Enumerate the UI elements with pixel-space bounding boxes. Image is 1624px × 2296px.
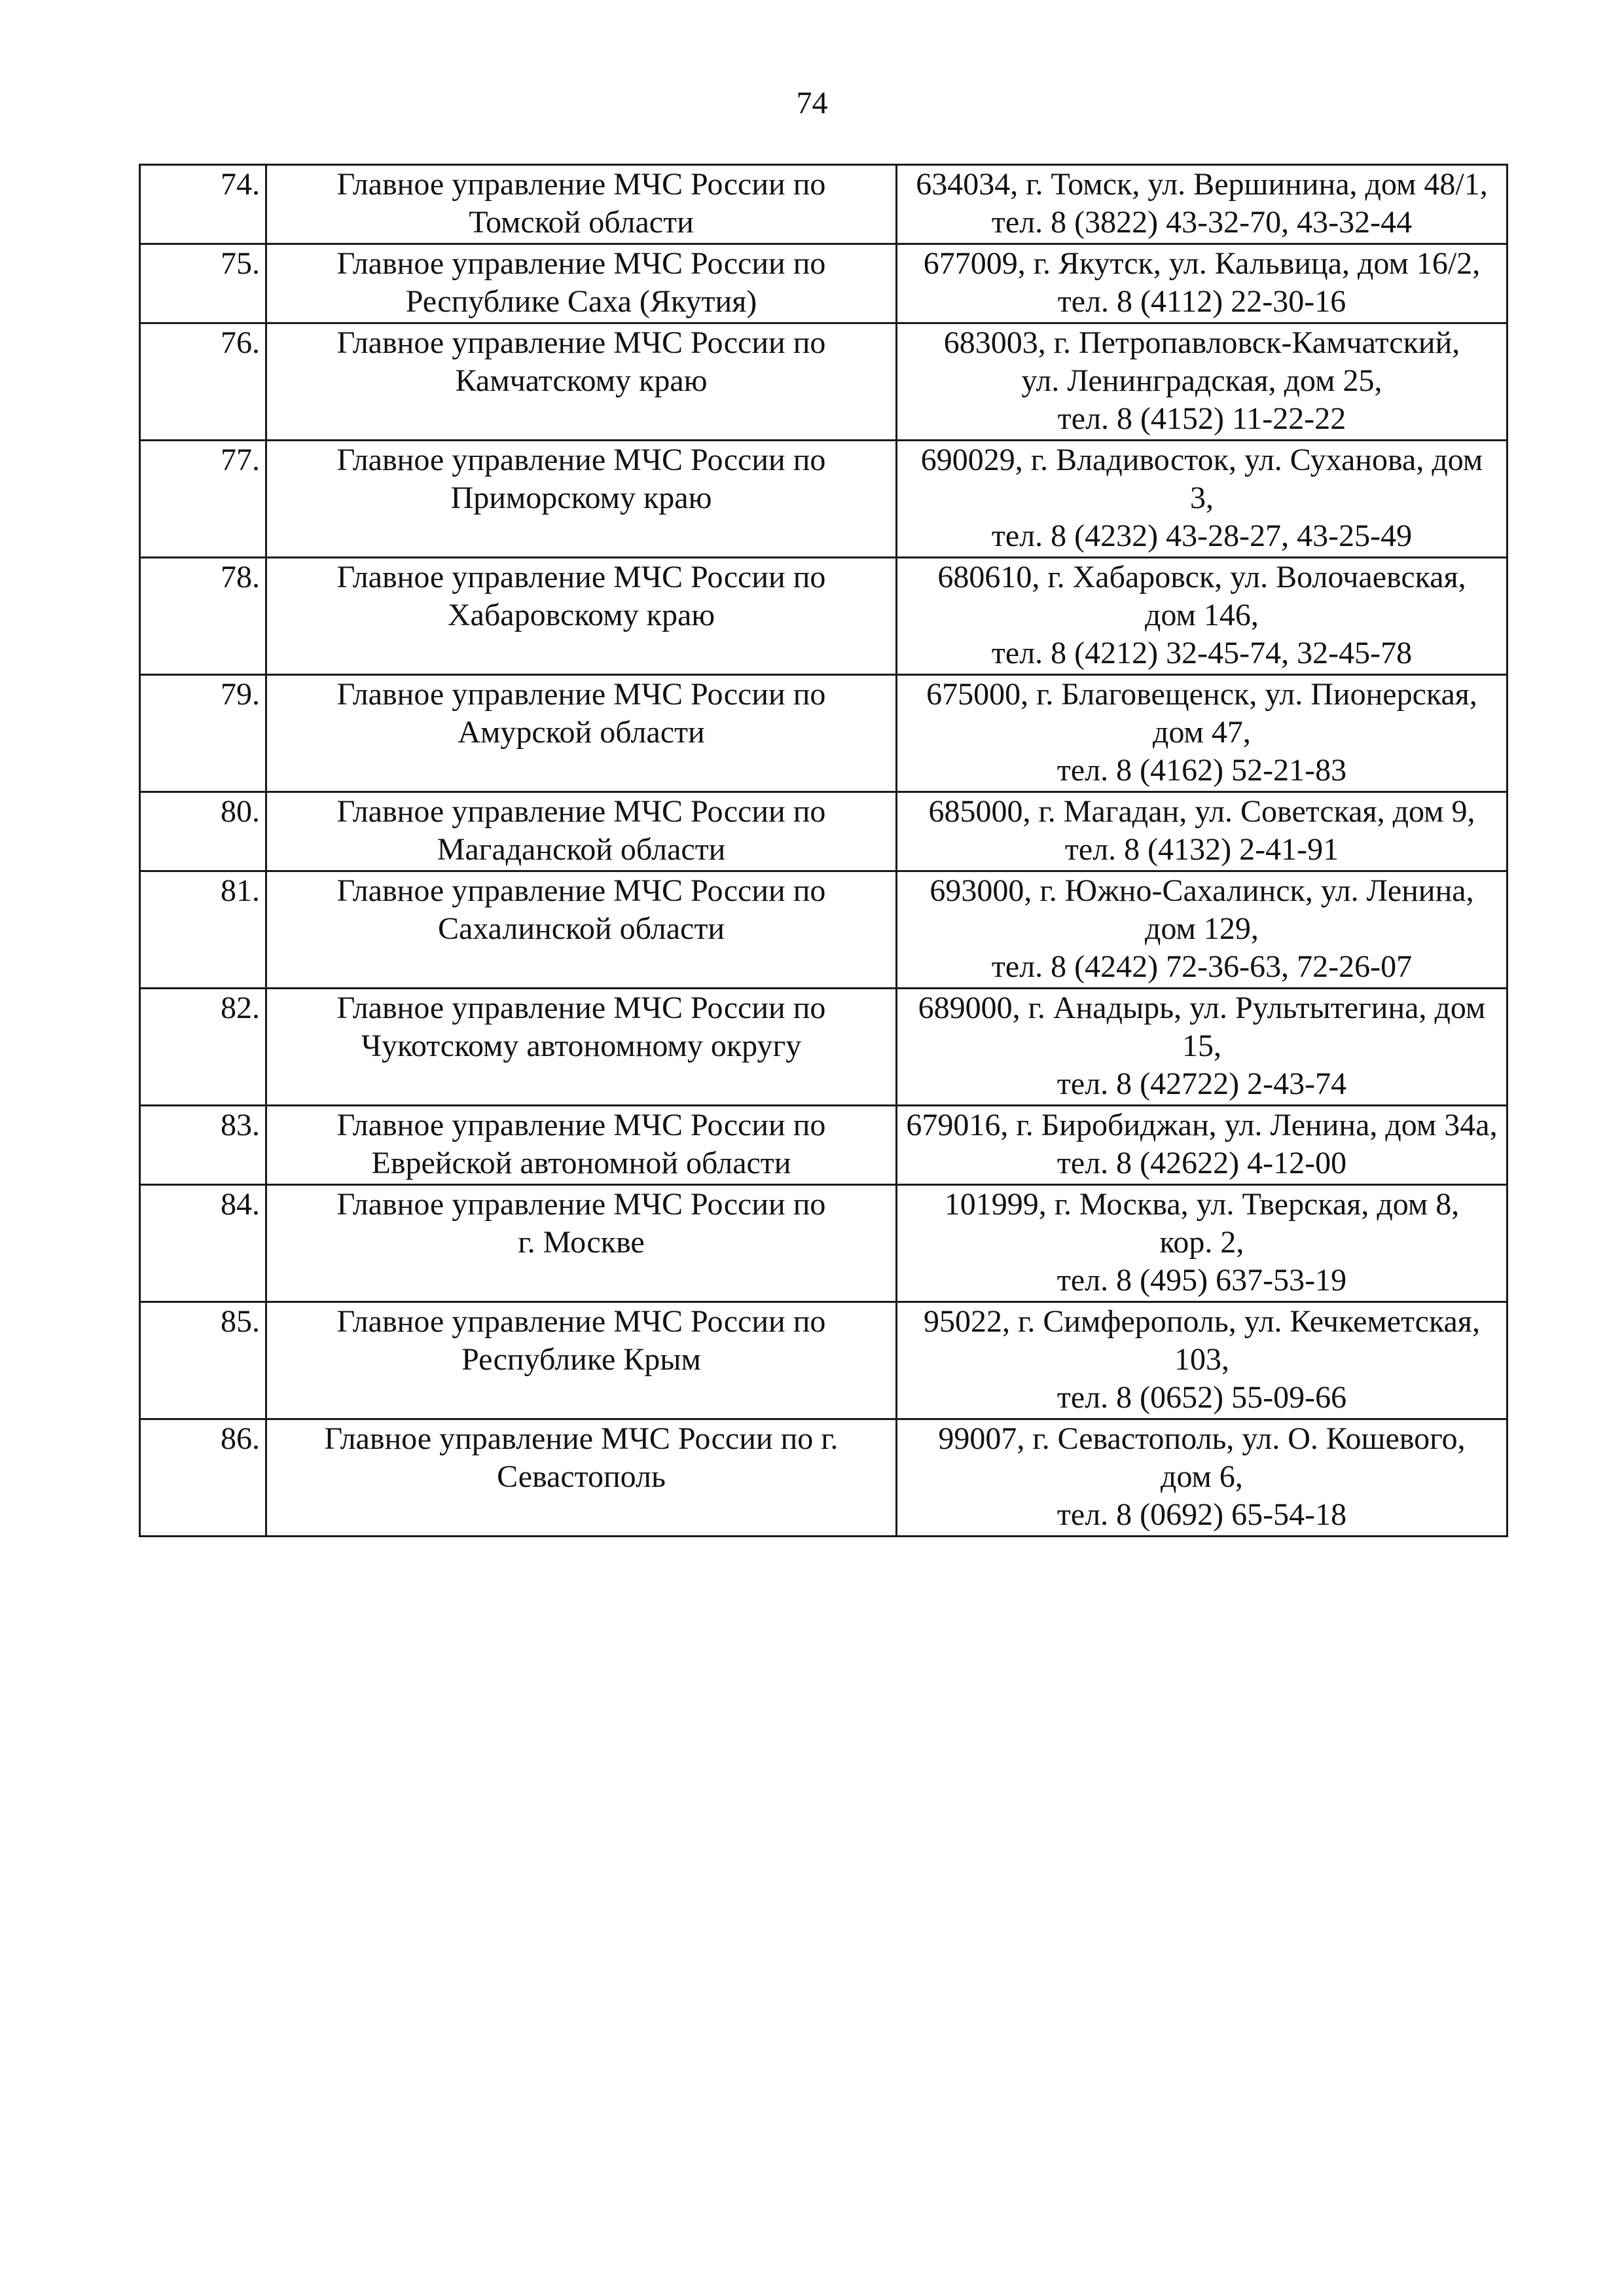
agency-name-line: Главное управление МЧС России по [336,325,826,360]
row-number-cell: 80. [140,792,266,871]
agency-name-line: Главное управление МЧС России по [336,167,826,202]
table-row [140,1106,1507,1185]
address-line: тел. 8 (4112) 22-30-16 [1057,284,1346,319]
agency-name-cell [266,1302,897,1419]
address-line: 103, [1174,1342,1229,1377]
address-line: дом 146, [1145,598,1259,632]
agency-name-line: Республике Крым [461,1342,701,1377]
address-line: 689000, г. Анадырь, ул. Рультытегина, дом [918,991,1486,1025]
address-cell [897,989,1507,1106]
table-row [140,1185,1507,1302]
agency-name-cell [266,989,897,1106]
agency-name-line: Главное управление МЧС России по [336,991,826,1025]
address-line: тел. 8 (495) 637-53-19 [1056,1263,1347,1298]
table-row [140,323,1507,441]
agency-name-cell [266,558,897,675]
row-number-cell: 81. [140,871,266,989]
agency-name-line: Республике Саха (Якутия) [405,284,757,319]
address-cell [897,1106,1507,1185]
row-number-cell: 79. [140,675,266,792]
table-row [140,244,1507,323]
address-line: 634034, г. Томск, ул. Вершинина, дом 48/1, [916,167,1488,202]
address-line: 675000, г. Благовещенск, ул. Пионерская, [926,677,1477,712]
address-line: тел. 8 (4232) 43-28-27, 43-25-49 [991,519,1413,553]
page-number: 74 [796,86,828,120]
address-line: тел. 8 (42722) 2-43-74 [1056,1066,1347,1101]
address-line: тел. 8 (4242) 72-36-63, 72-26-07 [991,949,1413,984]
agency-name-line: Приморскому краю [450,481,712,515]
address-cell [897,323,1507,441]
address-line: 95022, г. Симферополь, ул. Кечкеметская, [924,1304,1480,1339]
agency-name-cell [266,323,897,441]
agency-name-cell [266,1106,897,1185]
address-line: тел. 8 (4212) 32-45-74, 32-45-78 [991,636,1413,670]
address-line: 690029, г. Владивосток, ул. Суханова, дом [920,443,1483,477]
address-line: дом 6, [1161,1459,1243,1494]
address-line: 15, [1182,1029,1221,1063]
address-line: 99007, г. Севастополь, ул. О. Кошевого, [938,1421,1466,1456]
table-row [140,792,1507,871]
agency-name-line: Главное управление МЧС России по [336,1304,826,1339]
address-line: тел. 8 (4132) 2-41-91 [1064,832,1339,867]
address-line: тел. 8 (3822) 43-32-70, 43-32-44 [991,205,1413,240]
address-line: 680610, г. Хабаровск, ул. Волочаевская, [937,560,1466,594]
agency-name-line: Главное управление МЧС России по [336,443,826,477]
row-number-cell: 82. [140,989,266,1106]
registry-table-body [140,165,1507,1537]
table-row [140,989,1507,1106]
address-line: 685000, г. Магадан, ул. Советская, дом 9, [928,794,1475,829]
agency-name-cell [266,792,897,871]
agency-name-line: Еврейской автономной области [371,1146,791,1180]
address-line: тел. 8 (4152) 11-22-22 [1057,401,1346,436]
address-cell [897,1302,1507,1419]
address-line: тел. 8 (4162) 52-21-83 [1056,753,1347,788]
agency-name-line: Хабаровскому краю [447,598,715,632]
address-cell [897,244,1507,323]
address-line: тел. 8 (42622) 4-12-00 [1056,1146,1347,1180]
address-line: 3, [1190,481,1214,515]
agency-name-line: Магаданской области [437,832,726,867]
row-number-cell: 86. [140,1419,266,1537]
agency-name-line: Главное управление МЧС России по [336,873,826,908]
agency-name-cell [266,1419,897,1537]
address-cell [897,1419,1507,1537]
address-cell [897,675,1507,792]
row-number-cell: 84. [140,1185,266,1302]
table-row [140,675,1507,792]
agency-name-line: Чукотскому автономному округу [361,1029,802,1063]
table-row [140,165,1507,244]
row-number-cell: 83. [140,1106,266,1185]
address-line: 679016, г. Биробиджан, ул. Ленина, дом 34а, [906,1108,1498,1142]
agency-name-cell [266,244,897,323]
agency-name-line: Главное управление МЧС России по [336,794,826,829]
row-number-cell: 75. [140,244,266,323]
table-row [140,441,1507,558]
address-cell [897,441,1507,558]
table-row [140,871,1507,989]
agency-name-line: Главное управление МЧС России по [336,1108,826,1142]
registry-table [139,164,1508,1537]
row-number-cell: 85. [140,1302,266,1419]
row-number-cell: 77. [140,441,266,558]
agency-name-line: Главное управление МЧС России по г. [324,1421,839,1456]
address-cell [897,558,1507,675]
row-number-cell: 76. [140,323,266,441]
address-line: ул. Ленинградская, дом 25, [1021,363,1382,398]
agency-name-cell [266,1185,897,1302]
table-row [140,1419,1507,1537]
agency-name-cell [266,441,897,558]
agency-name-line: Главное управление МЧС России по [336,677,826,712]
address-line: 101999, г. Москва, ул. Тверская, дом 8, [944,1187,1460,1222]
address-line: дом 47, [1153,715,1251,750]
agency-name-line: Камчатскому краю [455,363,708,398]
table-row [140,1302,1507,1419]
address-line: тел. 8 (0652) 55-09-66 [1056,1380,1347,1415]
address-line: дом 129, [1145,911,1259,946]
agency-name-line: Главное управление МЧС России по [336,246,826,281]
agency-name-line: г. Москве [518,1225,645,1260]
agency-name-line: Главное управление МЧС России по [336,560,826,594]
agency-name-line: Сахалинской области [437,911,725,946]
address-line: 683003, г. Петропавловск-Камчатский, [943,325,1460,360]
agency-name-line: Главное управление МЧС России по [336,1187,826,1222]
agency-name-line: Амурской области [458,715,705,750]
address-line: 677009, г. Якутск, ул. Кальвица, дом 16/2, [923,246,1481,281]
agency-name-line: Томской области [469,205,694,240]
agency-name-cell [266,675,897,792]
address-line: кор. 2, [1159,1225,1244,1260]
address-cell [897,165,1507,244]
agency-name-line: Севастополь [497,1459,666,1494]
address-line: 693000, г. Южно-Сахалинск, ул. Ленина, [929,873,1474,908]
address-cell [897,871,1507,989]
agency-name-cell [266,871,897,989]
address-line: тел. 8 (0692) 65-54-18 [1056,1497,1347,1532]
row-number-cell: 74. [140,165,266,244]
address-cell [897,1185,1507,1302]
row-number-cell: 78. [140,558,266,675]
address-cell [897,792,1507,871]
agency-name-cell [266,165,897,244]
table-row [140,558,1507,675]
